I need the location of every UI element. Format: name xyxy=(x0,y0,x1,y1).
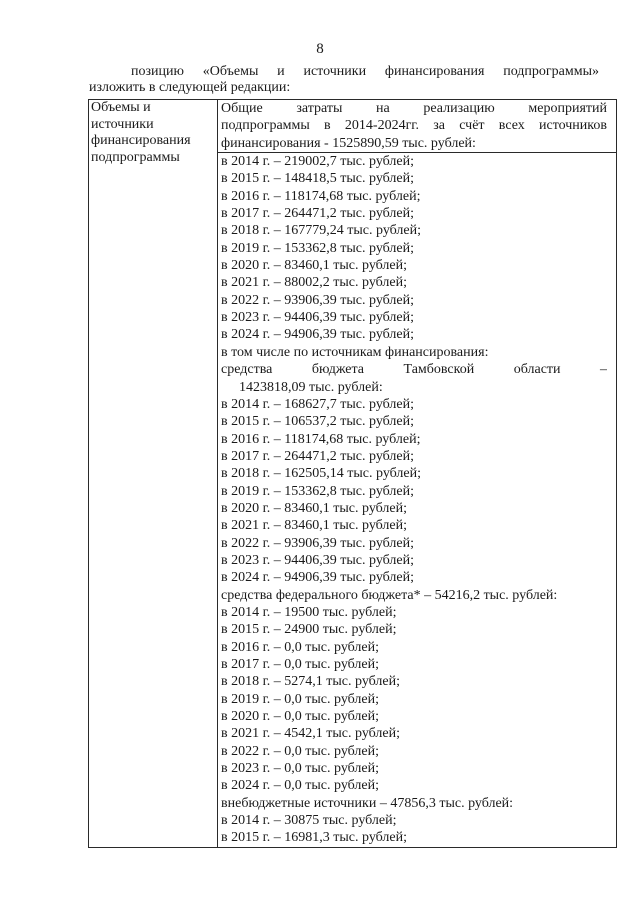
value-line: в 2016 г. – 118174,68 тыс. рублей; xyxy=(221,188,421,204)
label-line: подпрограммы xyxy=(91,149,180,165)
label-line: финансирования xyxy=(91,133,191,148)
value-line: в 2021 г. – 83460,1 тыс. рублей; xyxy=(221,518,407,534)
value-line: в 2015 г. – 106537,2 тыс. рублей; xyxy=(221,414,414,430)
value-line: в 2018 г. – 167779,24 тыс. рублей; xyxy=(221,223,421,239)
value-line: в 2021 г. – 4542,1 тыс. рублей; xyxy=(221,726,400,742)
value-line: в 2023 г. – 94406,39 тыс. рублей; xyxy=(221,310,414,326)
value-line: Общие затраты на реализацию мероприятий xyxy=(221,101,607,116)
value-line: в 2014 г. – 168627,7 тыс. рублей; xyxy=(221,396,414,412)
value-line: в 2023 г. – 0,0 тыс. рублей; xyxy=(221,761,379,777)
value-line: в 2015 г. – 16981,3 тыс. рублей; xyxy=(221,830,407,846)
value-line: в 2020 г. – 83460,1 тыс. рублей; xyxy=(221,258,407,274)
label-line: Объемы и xyxy=(91,100,151,115)
value-line: в 2018 г. – 162505,14 тыс. рублей; xyxy=(221,466,421,482)
value-line: внебюджетные источники – 47856,3 тыс. рублей: xyxy=(221,795,514,811)
value-line: в 2014 г. – 30875 тыс. рублей; xyxy=(221,813,397,829)
value-line: в 2020 г. – 83460,1 тыс. рублей; xyxy=(221,500,407,516)
value-line: в 2017 г. – 0,0 тыс. рублей; xyxy=(221,657,379,672)
value-line: в 2016 г. – 0,0 тыс. рублей; xyxy=(221,639,379,655)
value-line: в 2022 г. – 93906,39 тыс. рублей; xyxy=(221,535,414,551)
value-line: в 2014 г. – 219002,7 тыс. рублей; xyxy=(221,154,414,170)
value-line: в 2020 г. – 0,0 тыс. рублей; xyxy=(221,709,379,725)
value-cell xyxy=(218,100,617,848)
value-line: в 2019 г. – 0,0 тыс. рублей; xyxy=(221,691,379,707)
funding-table xyxy=(88,99,617,848)
page-number: 8 xyxy=(316,41,324,57)
label-line: источники xyxy=(91,116,154,132)
value-line: в 2024 г. – 94906,39 тыс. рублей; xyxy=(221,570,414,586)
value-line: в 2018 г. – 5274,1 тыс. рублей; xyxy=(221,674,400,690)
table-row xyxy=(89,100,617,848)
value-line: в 2017 г. – 264471,2 тыс. рублей; xyxy=(221,448,414,464)
value-line: в 2024 г. – 94906,39 тыс. рублей; xyxy=(221,327,414,343)
value-line: в 2017 г. – 264471,2 тыс. рублей; xyxy=(221,206,414,222)
value-line: в 2016 г. – 118174,68 тыс. рублей; xyxy=(221,431,421,447)
value-line: в 2022 г. – 0,0 тыс. рублей; xyxy=(221,743,379,759)
intro-line-1: позицию «Объемы и источники финансирования подпрограммы» xyxy=(131,64,599,79)
value-line: подпрограммы в 2014-2024гг. за счёт всех источников xyxy=(221,118,607,134)
value-line: в 2023 г. – 94406,39 тыс. рублей; xyxy=(221,552,414,568)
value-line: в 2021 г. – 88002,2 тыс. рублей; xyxy=(221,275,407,291)
value-line: в 2014 г. – 19500 тыс. рублей; xyxy=(221,604,397,620)
value-line: средства федерального бюджета* – 54216,2 тыс. рублей: xyxy=(221,587,558,603)
intro-line-2: изложить в следующей редакции: xyxy=(89,80,291,95)
value-line: финансирования - 1525890,59 тыс. рублей: xyxy=(218,135,616,153)
value-line: в 2022 г. – 93906,39 тыс. рублей; xyxy=(221,292,414,308)
value-line: в 2015 г. – 24900 тыс. рублей; xyxy=(221,622,397,638)
value-line: в том числе по источникам финансирования: xyxy=(221,344,489,360)
intro-paragraph xyxy=(89,64,599,96)
value-line: средства бюджета Тамбовской области – xyxy=(221,362,607,378)
value-line: в 2015 г. – 148418,5 тыс. рублей; xyxy=(221,171,414,187)
value-line: в 2024 г. – 0,0 тыс. рублей; xyxy=(221,778,379,794)
value-line: в 2019 г. – 153362,8 тыс. рублей; xyxy=(221,240,414,256)
value-line: 1423818,09 тыс. рублей: xyxy=(239,379,383,395)
value-line: в 2019 г. – 153362,8 тыс. рублей; xyxy=(221,483,414,499)
label-cell xyxy=(89,100,218,848)
